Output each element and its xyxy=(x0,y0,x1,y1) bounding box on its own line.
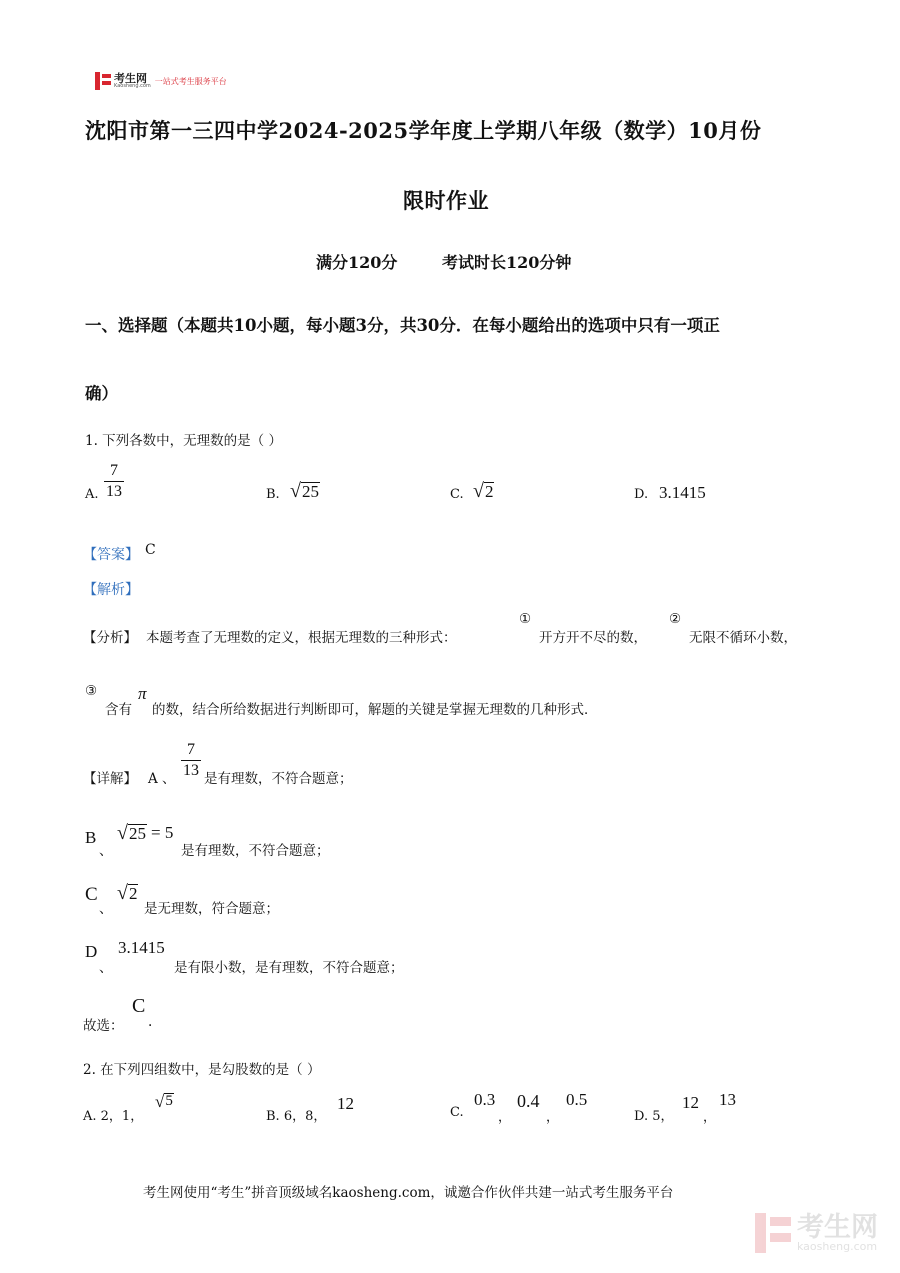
q1-option-c-sqrt xyxy=(473,480,494,501)
logo-name: 考生网 xyxy=(114,72,147,85)
q2-option-b-last: 12 xyxy=(337,1094,354,1113)
choose-label: 故选： xyxy=(83,1018,124,1034)
logo-slogan: 一站式考生服务平台 xyxy=(154,76,227,86)
answer-tag: 【答案】 xyxy=(83,547,139,563)
q2-option-d-value-2: 12 xyxy=(682,1093,699,1112)
q2-option-a-label: A. 2，1， xyxy=(83,1109,144,1124)
circled-three: ③ xyxy=(85,683,98,699)
q2-option-c-value-1: 0.3 xyxy=(474,1090,496,1109)
circled-two: ② xyxy=(669,611,682,627)
detail-d-value: 3.1415 xyxy=(118,938,165,957)
logo-domain: Kaosheng.com xyxy=(114,83,151,89)
watermark xyxy=(755,1213,878,1253)
footer-text: 考生网使用“考生”拼音顶级域名kaosheng.com，诚邀合作伙伴共建一站式考生服务平台 xyxy=(143,1185,674,1201)
equals-five: = 5 xyxy=(150,822,174,842)
radicand: 5 xyxy=(165,1093,173,1109)
q1-option-b-sqrt xyxy=(290,480,320,501)
exam-duration: 考试时长120分钟 xyxy=(442,253,572,272)
q2-option-c-comma: ， xyxy=(546,1110,560,1125)
answer-value: C xyxy=(145,542,156,558)
detail-c-label: C xyxy=(85,884,98,905)
fraction-numerator: 7 xyxy=(187,741,195,758)
radical-icon: √ xyxy=(290,479,301,502)
question-2-stem: 2. 在下列四组数中，是勾股数的是（ ） xyxy=(83,1062,321,1078)
q2-option-d-value-3: 13 xyxy=(719,1090,736,1109)
kaosheng-logo-icon xyxy=(95,72,111,90)
watermark-name: 考生网 xyxy=(797,1212,878,1243)
detail-a-fraction xyxy=(181,741,201,779)
watermark-domain: kaosheng.com xyxy=(797,1240,878,1253)
detail-d-separator: 、 xyxy=(99,960,113,976)
detail-c-separator: 、 xyxy=(99,901,113,917)
radicand: 2 xyxy=(484,482,494,501)
q2-option-c-comma: ， xyxy=(498,1110,512,1125)
radical-icon: √ xyxy=(117,881,128,904)
q1-option-a-fraction xyxy=(104,462,124,500)
detail-b-equation xyxy=(117,822,173,843)
detail-a-text: 是有理数，不符合题意； xyxy=(204,771,353,787)
q2-option-c-value-3: 0.5 xyxy=(566,1090,588,1109)
detail-tag: 【详解】 xyxy=(83,771,137,787)
detail-d-text: 是有限小数，是有理数，不符合题意； xyxy=(174,960,404,976)
document-title-line2: 限时作业 xyxy=(403,188,489,213)
detail-b-label: B xyxy=(85,828,97,847)
detail-c-text: 是无理数，符合题意； xyxy=(144,901,279,917)
radical-icon: √ xyxy=(473,479,484,502)
choose-value: C xyxy=(132,995,146,1017)
fraction-numerator: 7 xyxy=(110,462,118,479)
full-score: 满分120分 xyxy=(316,253,398,272)
pi-symbol: π xyxy=(138,684,147,703)
q1-option-c-label: C. xyxy=(450,487,464,502)
form-3-prefix: 含有 xyxy=(105,702,132,718)
detail-b-text: 是有理数，不符合题意； xyxy=(181,843,330,859)
q1-option-a-label: A. xyxy=(85,487,99,502)
q2-option-c-label: C. xyxy=(450,1105,464,1120)
q2-option-b-label: B. 6，8， xyxy=(266,1109,327,1124)
irrational-form-2: 无限不循环小数， xyxy=(689,630,797,646)
document-title-line1: 沈阳市第一三四中学2024-2025学年度上学期八年级（数学）10月份 xyxy=(85,118,762,143)
q2-option-d-label: D. 5， xyxy=(634,1109,674,1124)
section-heading-line1: 一、选择题（本题共10小题，每小题3分，共30分．在每小题给出的选项中只有一项正 xyxy=(85,316,720,335)
fenxi-text: 本题考查了无理数的定义，根据无理数的三种形式： xyxy=(146,630,457,646)
q1-option-b-label: B. xyxy=(266,487,280,502)
detail-b-separator: 、 xyxy=(99,843,113,859)
irrational-form-1: 开方开不尽的数， xyxy=(539,630,647,646)
circled-one: ① xyxy=(519,611,532,627)
fraction-denominator: 13 xyxy=(106,482,122,500)
radicand: 2 xyxy=(128,884,138,903)
section-heading-line2: 确） xyxy=(85,384,118,403)
radical-icon: √ xyxy=(117,821,128,844)
q2-option-c-value-2: 0.4 xyxy=(517,1091,540,1111)
radical-icon: √ xyxy=(155,1091,165,1111)
fraction-denominator: 13 xyxy=(183,761,199,779)
watermark-logo-icon xyxy=(755,1213,791,1253)
radicand: 25 xyxy=(128,824,146,843)
q2-option-d-comma: ， xyxy=(703,1110,717,1125)
q2-option-a-sqrt xyxy=(155,1091,174,1111)
q1-option-d-value: 3.1415 xyxy=(659,483,706,502)
radicand: 25 xyxy=(301,482,319,501)
detail-d-label: D xyxy=(85,942,98,961)
question-1-stem: 1. 下列各数中，无理数的是（ ） xyxy=(85,433,282,449)
detail-a-label: A 、 xyxy=(148,771,176,787)
choose-period: . xyxy=(148,1014,153,1030)
detail-c-sqrt xyxy=(117,882,138,903)
header-logo xyxy=(95,72,227,90)
form-3-suffix: 的数，结合所给数据进行判断即可，解题的关键是掌握无理数的几种形式． xyxy=(152,702,598,718)
fenxi-tag: 【分析】 xyxy=(83,630,137,646)
q1-option-d-label: D. xyxy=(634,487,649,502)
analysis-tag: 【解析】 xyxy=(83,582,139,598)
